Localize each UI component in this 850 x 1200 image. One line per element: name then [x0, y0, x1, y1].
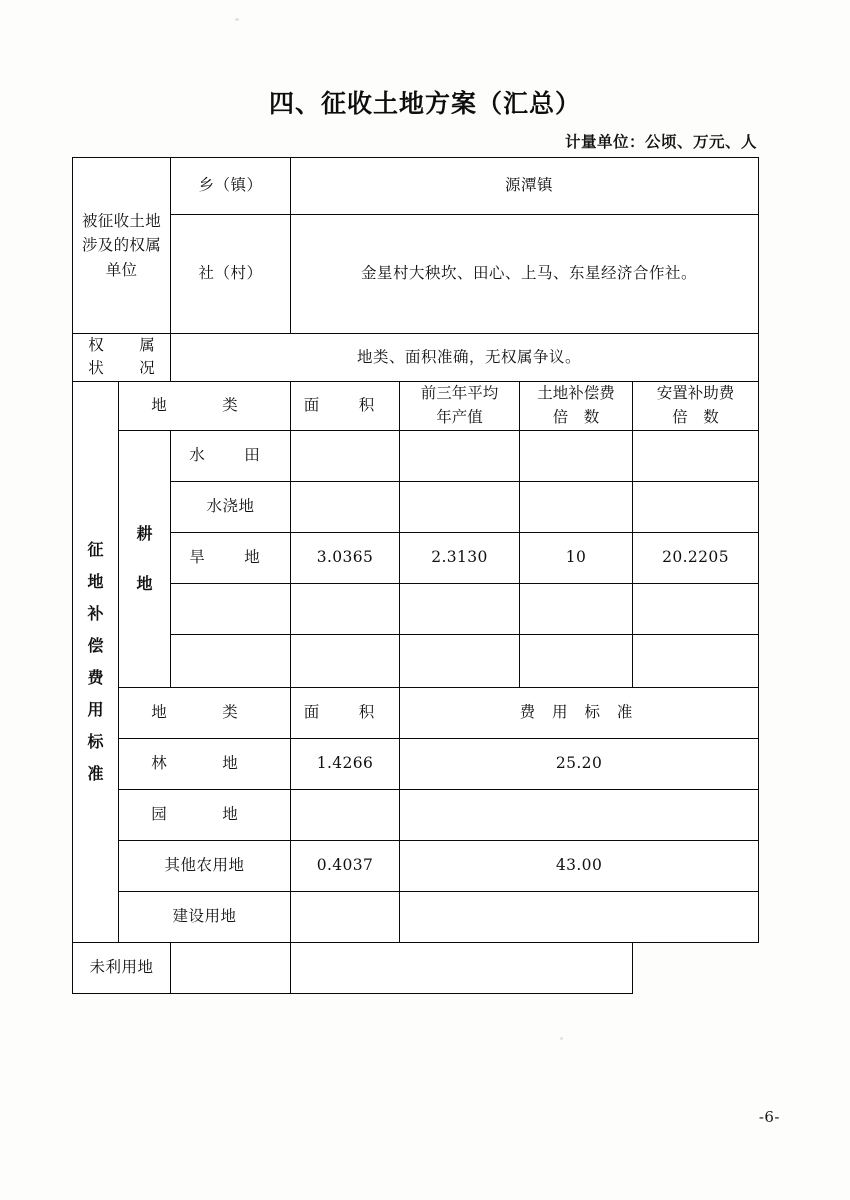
side-label-char-1: 地 [87, 571, 104, 591]
column-header-land-type-lower: 地 类 [119, 687, 291, 738]
table-row-compensation-header-lower [73, 687, 759, 738]
land-compensation-cell [520, 583, 633, 634]
table-row [73, 942, 759, 993]
area-cell [291, 481, 400, 532]
township-label: 乡（镇） [171, 158, 291, 215]
table-row-village [73, 215, 759, 334]
area-cell: 1.4266 [291, 738, 400, 789]
measurement-units-note: 计量单位：公顷、万元、人 [564, 132, 757, 151]
township-value: 源潭镇 [291, 158, 759, 215]
land-compensation-cell [520, 481, 633, 532]
ownership-units-label: 被征收土地涉及的权属单位 [73, 158, 171, 334]
land-compensation-cell: 10 [520, 532, 633, 583]
side-label-char-0: 征 [87, 539, 104, 559]
resettlement-cell [633, 634, 759, 687]
side-label-char-6: 标 [87, 731, 104, 751]
resettlement-cell: 20.2205 [633, 532, 759, 583]
avg-yield-cell [400, 481, 520, 532]
land-acquisition-table [72, 157, 759, 994]
table-row [73, 481, 759, 532]
compensation-side-label [73, 381, 119, 942]
column-header-area-upper: 面 积 [291, 381, 400, 430]
area-cell: 3.0365 [291, 532, 400, 583]
area-cell: 0.4037 [291, 840, 400, 891]
cultivated-land-label-stack [119, 509, 170, 608]
cultivated-label-char-0: 耕 [136, 523, 153, 543]
land-type-cell: 建设用地 [119, 891, 291, 942]
avg-yield-cell: 2.3130 [400, 532, 520, 583]
column-header-resettlement-multiple [633, 381, 759, 430]
ownership-status-label [73, 334, 171, 382]
land-acquisition-table-wrapper [72, 157, 758, 994]
area-cell [291, 634, 400, 687]
land-compensation-cell [520, 430, 633, 481]
land-type-cell: 旱 地 [171, 532, 291, 583]
area-cell [171, 942, 291, 993]
table-row [73, 840, 759, 891]
area-cell [291, 789, 400, 840]
table-row [73, 634, 759, 687]
table-row [73, 891, 759, 942]
land-type-cell [171, 583, 291, 634]
village-value: 金星村大秧坎、田心、上马、东星经济合作社。 [291, 215, 759, 334]
fee-standard-cell [400, 789, 759, 840]
avg-yield-cell [400, 583, 520, 634]
table-row-ownership-status [73, 334, 759, 382]
area-cell [291, 891, 400, 942]
fee-standard-cell: 25.20 [400, 738, 759, 789]
column-header-avg-yield [400, 381, 520, 430]
fee-standard-cell [291, 942, 633, 993]
land-type-cell: 水浇地 [171, 481, 291, 532]
side-label-char-5: 用 [87, 699, 104, 719]
column-header-avg-yield-line2: 年产值 [436, 407, 483, 426]
land-type-cell: 园 地 [119, 789, 291, 840]
avg-yield-cell [400, 430, 520, 481]
table-row [73, 789, 759, 840]
table-row [73, 532, 759, 583]
village-label: 社（村） [171, 215, 291, 334]
ownership-status-label-line2: 状 况 [88, 359, 165, 378]
side-label-char-2: 补 [87, 603, 104, 623]
resettlement-cell [633, 583, 759, 634]
land-type-cell: 未利用地 [73, 942, 171, 993]
column-header-land-comp-line1: 土地补偿费 [537, 384, 615, 403]
side-label-char-7: 准 [87, 763, 104, 783]
column-header-fee-standard: 费 用 标 准 [400, 687, 759, 738]
land-compensation-cell [520, 634, 633, 687]
column-header-avg-yield-line1: 前三年平均 [420, 384, 499, 403]
table-row [73, 738, 759, 789]
table-row-township [73, 158, 759, 215]
side-label-char-3: 偿 [87, 635, 104, 655]
ownership-status-value: 地类、面积准确，无权属争议。 [171, 334, 759, 382]
cultivated-land-label [119, 430, 171, 687]
ownership-status-label-line1: 权 属 [88, 336, 165, 354]
column-header-land-comp-line2: 倍 数 [552, 407, 600, 426]
land-type-cell: 其他农用地 [119, 840, 291, 891]
page-number: -6- [758, 1108, 780, 1126]
column-header-resettle-line2: 倍 数 [672, 407, 719, 426]
column-header-land-compensation-multiple [520, 381, 633, 430]
area-cell [291, 430, 400, 481]
avg-yield-cell [400, 634, 520, 687]
land-type-cell [171, 634, 291, 687]
table-row [73, 583, 759, 634]
fee-standard-cell: 43.00 [400, 840, 759, 891]
land-type-cell: 林 地 [119, 738, 291, 789]
table-row-compensation-header-upper [73, 381, 759, 430]
side-label-char-4: 费 [87, 667, 104, 687]
resettlement-cell [633, 430, 759, 481]
column-header-resettle-line1: 安置补助费 [656, 384, 735, 403]
fee-standard-cell [400, 891, 759, 942]
area-cell [291, 583, 400, 634]
column-header-land-type-upper: 地 类 [119, 381, 291, 430]
land-type-cell: 水 田 [171, 430, 291, 481]
cultivated-label-char-1: 地 [136, 573, 153, 593]
resettlement-cell [633, 481, 759, 532]
column-header-area-lower: 面 积 [291, 687, 400, 738]
table-row [73, 430, 759, 481]
page-title: 四、征收土地方案（汇总） [268, 89, 581, 118]
compensation-side-label-stack [73, 534, 118, 790]
